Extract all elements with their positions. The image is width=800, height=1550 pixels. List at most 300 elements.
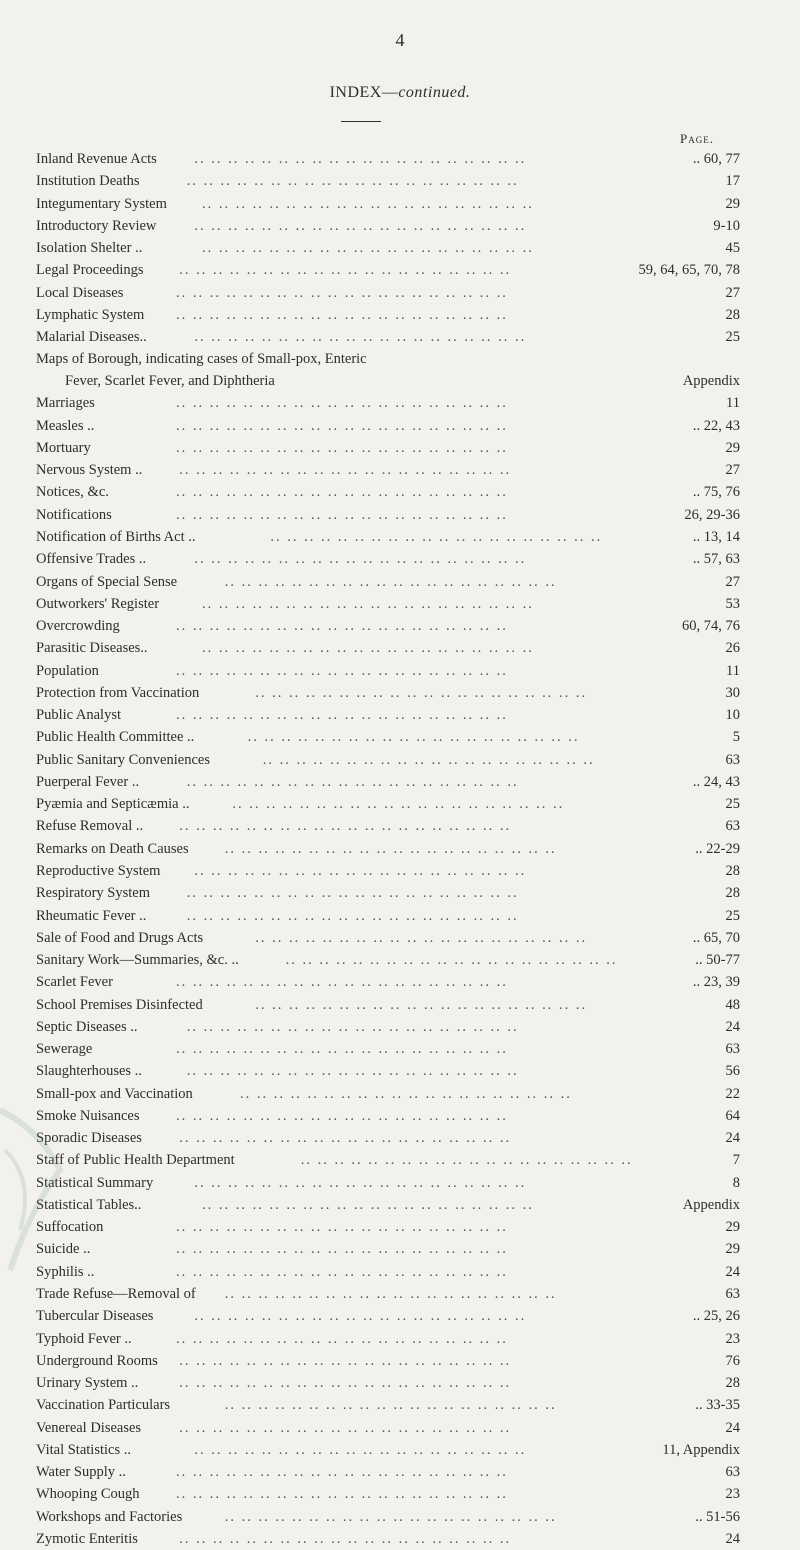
entry-label <box>36 304 144 326</box>
entry-page-ref: .. 75, 76 <box>692 484 740 501</box>
index-entry <box>36 882 748 904</box>
dot-leader: .. .. .. .. .. .. .. .. .. .. .. .. .. .. .. .. .. .. .. .. <box>202 240 534 257</box>
entry-page-ref: 23 <box>725 1486 740 1503</box>
entry-label-text: Staff of Public Health Department <box>36 1152 235 1169</box>
index-entry <box>36 793 748 815</box>
dot-leader: .. .. .. .. .. .. .. .. .. .. .. .. .. .. .. .. .. .. .. .. <box>179 262 512 279</box>
entry-page-ref: 24 <box>725 1018 740 1035</box>
entry-label-text: Marriages <box>36 395 95 412</box>
entry-label-text: Small-pox and Vaccination <box>36 1085 193 1102</box>
entry-label-text: Public Analyst <box>36 707 121 724</box>
index-entry <box>36 1083 748 1105</box>
dot-leader: .. .. .. .. .. .. .. .. .. .. .. .. .. .. .. .. .. .. .. .. <box>255 996 588 1013</box>
entry-label <box>36 481 109 503</box>
dot-leader: .. .. .. .. .. .. .. .. .. .. .. .. .. .. .. .. .. .. .. .. <box>179 1419 512 1436</box>
page-column-header: Page. <box>680 131 714 146</box>
title-divider <box>341 121 381 122</box>
entry-page-ref: 63 <box>725 1286 740 1303</box>
index-entry <box>36 1172 748 1194</box>
index-entry <box>36 815 748 837</box>
index-entry <box>36 905 748 927</box>
dot-leader: .. .. .. .. .. .. .. .. .. .. .. .. .. .. .. .. .. .. .. .. <box>194 151 527 167</box>
entry-label <box>36 1483 140 1505</box>
index-entry <box>36 1372 748 1394</box>
index-entry <box>36 481 748 503</box>
entry-label <box>36 1417 141 1439</box>
entry-label-text: Smoke Nuisances <box>36 1107 140 1124</box>
dot-leader: .. .. .. .. .. .. .. .. .. .. .. .. .. .. .. .. .. .. .. .. <box>176 1107 508 1124</box>
entry-label <box>36 415 94 437</box>
index-entry <box>36 282 748 304</box>
index-entry <box>36 749 748 771</box>
entry-page-ref: 11 <box>726 662 740 679</box>
index-entry <box>36 392 748 414</box>
dot-leader: .. .. .. .. .. .. .. .. .. .. .. .. .. .. .. .. .. .. .. .. <box>176 417 508 434</box>
dot-leader: .. .. .. .. .. .. .. .. .. .. .. .. .. .. .. .. .. .. .. .. <box>186 885 519 902</box>
dot-leader: .. .. .. .. .. .. .. .. .. .. .. .. .. .. .. .. .. .. .. .. <box>176 618 508 635</box>
index-entry <box>36 1127 748 1149</box>
dot-leader: .. .. .. .. .. .. .. .. .. .. .. .. .. .. .. .. .. .. .. .. <box>176 1241 508 1258</box>
dot-leader: .. .. .. .. .. .. .. .. .. .. .. .. .. .. .. .. .. .. .. .. <box>202 595 534 612</box>
entry-page-ref: 11 <box>726 395 740 412</box>
dot-leader: .. .. .. .. .. .. .. .. .. .. .. .. .. .. .. .. .. .. .. .. <box>176 506 508 523</box>
entry-page-ref: 64 <box>725 1107 740 1124</box>
entry-label <box>36 882 150 904</box>
entry-label-text: Public Health Committee .. <box>36 729 195 746</box>
entry-label-text: Remarks on Death Causes <box>36 840 189 857</box>
index-entry <box>36 571 748 593</box>
entry-page-ref: 27 <box>725 573 740 590</box>
entry-label <box>36 1528 138 1550</box>
entry-label <box>36 459 142 481</box>
dot-leader: .. .. .. .. .. .. .. .. .. .. .. .. .. .. .. .. .. .. .. .. <box>224 1286 557 1303</box>
entry-page-ref: 28 <box>725 862 740 879</box>
index-entry <box>36 1149 748 1171</box>
index-entry <box>36 437 748 459</box>
entry-page-ref: 22 <box>725 1085 740 1102</box>
entry-label-text: Underground Rooms <box>36 1352 158 1369</box>
entry-page-ref: .. 57, 63 <box>692 551 740 568</box>
dot-leader: .. .. .. .. .. .. .. .. .. .. .. .. .. .. .. .. .. .. .. .. <box>255 684 588 701</box>
entry-label-text: Zymotic Enteritis <box>36 1530 138 1547</box>
dot-leader: .. .. .. .. .. .. .. .. .. .. .. .. .. .. .. .. .. .. .. .. <box>194 1174 527 1191</box>
entry-page-ref: 63 <box>725 818 740 835</box>
index-entry <box>36 1016 748 1038</box>
entry-label-text: Slaughterhouses .. <box>36 1063 142 1080</box>
entry-label-text: Outworkers' Register <box>36 595 160 612</box>
entry-label-continuation: Fever, Scarlet Fever, and Diphtheria <box>65 373 275 390</box>
dot-leader: .. .. .. .. .. .. .. .. .. .. .. .. .. .. .. .. .. .. .. .. <box>176 439 508 456</box>
dot-leader: .. .. .. .. .. .. .. .. .. .. .. .. .. .. .. .. .. .. .. .. <box>176 974 508 991</box>
index-title-main: INDEX— <box>329 84 399 101</box>
dot-leader: .. .. .. .. .. .. .. .. .. .. .. .. .. .. .. .. .. .. .. .. <box>202 195 534 212</box>
dot-leader: .. .. .. .. .. .. .. .. .. .. .. .. .. .. .. .. .. .. .. .. <box>224 1397 557 1414</box>
entry-label-text: Water Supply .. <box>36 1464 126 1481</box>
dot-leader: .. .. .. .. .. .. .. .. .. .. .. .. .. .. .. .. .. .. .. .. <box>255 929 588 946</box>
entry-page-ref: 27 <box>725 462 740 479</box>
entry-label-text: Notices, &c. <box>36 484 109 501</box>
entry-label-text: Overcrowding <box>36 618 120 635</box>
entry-label <box>36 1506 182 1528</box>
entry-page-ref: 63 <box>725 1041 740 1058</box>
dot-leader: .. .. .. .. .. .. .. .. .. .. .. .. .. .. .. .. .. .. .. .. <box>176 284 508 301</box>
index-entry <box>36 1105 748 1127</box>
index-entry <box>36 526 748 548</box>
entry-label <box>36 905 146 927</box>
entry-label-text: Nervous System .. <box>36 462 143 479</box>
index-entry <box>36 259 748 281</box>
index-entry <box>36 1417 748 1439</box>
entry-label-text: Malarial Diseases.. <box>36 329 147 346</box>
index-entry <box>36 1283 748 1305</box>
entry-label-text: Sporadic Diseases <box>36 1130 142 1147</box>
entry-label <box>36 793 189 815</box>
entry-label <box>36 660 99 682</box>
index-entry <box>36 326 748 348</box>
index-entry <box>36 927 748 949</box>
entry-label-text: Organs of Special Sense <box>36 573 178 590</box>
entry-page-ref: 29 <box>725 1241 740 1258</box>
entry-page-ref: Appendix <box>682 1196 740 1213</box>
entry-label <box>36 1060 142 1082</box>
entry-page-ref: 29 <box>725 439 740 456</box>
entry-page-ref: 25 <box>725 329 740 346</box>
entry-label <box>36 927 203 949</box>
entry-page-ref: 11, Appendix <box>662 1441 740 1458</box>
entry-label <box>36 949 239 971</box>
entry-page-ref: .. 22-29 <box>695 840 740 857</box>
entry-label <box>36 237 142 259</box>
index-entry <box>36 994 748 1016</box>
entry-label <box>36 838 189 860</box>
dot-leader: .. .. .. .. .. .. .. .. .. .. .. .. .. .. .. .. .. .. .. .. <box>179 818 512 835</box>
index-entry <box>36 593 748 615</box>
index-entry <box>36 1060 748 1082</box>
entry-label-text: Introductory Review <box>36 217 157 234</box>
dot-leader: .. .. .. .. .. .. .. .. .. .. .. .. .. .. .. .. .. .. .. .. <box>186 773 519 790</box>
entry-page-ref: 48 <box>725 996 740 1013</box>
dot-leader: .. .. .. .. .. .. .. .. .. .. .. .. .. .. .. .. .. .. .. .. <box>186 1018 519 1035</box>
entry-label <box>36 726 194 748</box>
entry-label-text: Legal Proceedings <box>36 262 144 279</box>
entry-label-text: Isolation Shelter .. <box>36 240 143 257</box>
entry-label-text: Lymphatic System <box>36 306 145 323</box>
entry-label-text: Parasitic Diseases.. <box>36 640 148 657</box>
entry-label <box>36 682 199 704</box>
index-entry <box>36 1328 748 1350</box>
entry-label <box>36 815 143 837</box>
entry-page-ref: .. 13, 14 <box>692 528 740 545</box>
entry-label-text: Puerperal Fever .. <box>36 773 140 790</box>
entry-label <box>36 571 177 593</box>
dot-leader: .. .. .. .. .. .. .. .. .. .. .. .. .. .. .. .. .. .. .. .. <box>247 729 580 746</box>
entry-label-text: Workshops and Factories <box>36 1508 183 1525</box>
entry-page-ref: .. 65, 70 <box>692 929 740 946</box>
entry-page-ref: 63 <box>725 1464 740 1481</box>
index-entry <box>36 170 748 192</box>
dot-leader: .. .. .. .. .. .. .. .. .. .. .. .. .. .. .. .. .. .. .. .. <box>202 640 534 657</box>
entry-label <box>36 704 121 726</box>
index-entry <box>36 704 748 726</box>
dot-leader: .. .. .. .. .. .. .. .. .. .. .. .. .. .. .. .. .. .. .. .. <box>194 551 527 568</box>
entry-page-ref: .. 33-35 <box>695 1397 740 1414</box>
dot-leader: .. .. .. .. .. .. .. .. .. .. .. .. .. .. .. .. .. .. .. .. <box>262 751 595 768</box>
dot-leader: .. .. .. .. .. .. .. .. .. .. .. .. .. .. .. .. .. .. .. .. <box>186 907 519 924</box>
dot-leader: .. .. .. .. .. .. .. .. .. .. .. .. .. .. .. .. .. .. .. .. <box>176 707 508 724</box>
dot-leader: .. .. .. .. .. .. .. .. .. .. .. .. .. .. .. .. .. .. .. .. <box>224 840 557 857</box>
dot-leader: .. .. .. .. .. .. .. .. .. .. .. .. .. .. .. .. .. .. .. .. <box>176 1263 508 1280</box>
entry-page-ref: 29 <box>725 1219 740 1236</box>
dot-leader: .. .. .. .. .. .. .. .. .. .. .. .. .. .. .. .. .. .. .. .. <box>300 1152 633 1169</box>
entry-page-ref: .. 24, 43 <box>692 773 740 790</box>
entry-page-ref: 17 <box>725 173 740 190</box>
entry-label-text: Suffocation <box>36 1219 104 1236</box>
index-entry <box>36 1528 748 1550</box>
dot-leader: .. .. .. .. .. .. .. .. .. .. .. .. .. .. .. .. .. .. .. .. <box>194 1308 527 1325</box>
entry-label-text: Local Diseases <box>36 284 124 301</box>
dot-leader: .. .. .. .. .. .. .. .. .. .. .. .. .. .. .. .. .. .. .. .. <box>176 395 508 412</box>
dot-leader: .. .. .. .. .. .. .. .. .. .. .. .. .. .. .. .. .. .. .. .. <box>285 952 618 969</box>
entry-label <box>36 637 148 659</box>
entry-label-text: Mortuary <box>36 439 91 456</box>
entry-page-ref: 9-10 <box>713 217 740 234</box>
entry-label <box>36 1350 158 1372</box>
entry-label <box>36 1305 153 1327</box>
index-entry <box>36 682 748 704</box>
dot-leader: .. .. .. .. .. .. .. .. .. .. .. .. .. .. .. .. .. .. .. .. <box>176 662 508 679</box>
entry-label-text: Maps of Borough, indicating cases of Small-pox, Enteric <box>36 351 367 368</box>
index-entry <box>36 415 748 437</box>
entry-label <box>36 392 95 414</box>
entry-label <box>36 860 160 882</box>
entry-page-ref: 60, 74, 76 <box>682 618 740 635</box>
entry-page-ref: 24 <box>725 1263 740 1280</box>
entry-label-text: Measles .. <box>36 417 95 434</box>
entry-page-ref: 76 <box>725 1352 740 1369</box>
entry-page-ref: .. 23, 39 <box>692 974 740 991</box>
index-entry <box>36 548 748 570</box>
index-entry <box>36 1483 748 1505</box>
index-entry <box>36 726 748 748</box>
entry-label <box>36 1328 132 1350</box>
dot-leader: .. .. .. .. .. .. .. .. .. .. .. .. .. .. .. .. .. .. .. .. <box>176 1219 508 1236</box>
entry-label <box>36 1394 170 1416</box>
entry-label <box>36 326 147 348</box>
entry-label-text: Urinary System .. <box>36 1375 139 1392</box>
dot-leader: .. .. .. .. .. .. .. .. .. .. .. .. .. .. .. .. .. .. .. .. <box>179 1130 512 1147</box>
entry-label <box>36 437 91 459</box>
dot-leader: .. .. .. .. .. .. .. .. .. .. .. .. .. .. .. .. .. .. .. .. <box>194 1441 527 1458</box>
entry-page-ref: 24 <box>725 1530 740 1547</box>
index-entry <box>36 1461 748 1483</box>
index-entry <box>36 1305 748 1327</box>
entry-page-ref: .. 25, 26 <box>692 1308 740 1325</box>
index-entry <box>36 237 748 259</box>
entry-label <box>36 193 167 215</box>
index-title-continued: continued. <box>398 84 471 101</box>
entry-label-text: Statistical Summary <box>36 1174 154 1191</box>
entry-page-ref: 26, 29-36 <box>684 506 740 523</box>
index-title <box>0 84 800 102</box>
index-entries-list <box>36 148 748 1550</box>
dot-leader: .. .. .. .. .. .. .. .. .. .. .. .. .. .. .. .. .. .. .. .. <box>270 528 603 545</box>
entry-label <box>36 1016 137 1038</box>
dot-leader: .. .. .. .. .. .. .. .. .. .. .. .. .. .. .. .. .. .. .. .. <box>179 1352 512 1369</box>
entry-label <box>36 1372 138 1394</box>
entry-label-text: Offensive Trades .. <box>36 551 147 568</box>
dot-leader: .. .. .. .. .. .. .. .. .. .. .. .. .. .. .. .. .. .. .. .. <box>186 173 519 190</box>
entry-page-ref: 24 <box>725 1130 740 1147</box>
entry-label-text: Sewerage <box>36 1041 93 1058</box>
entry-page-ref: .. 60, 77 <box>692 151 740 167</box>
page-number: 4 <box>395 30 405 50</box>
entry-page-ref: Appendix <box>682 373 740 390</box>
index-entry <box>36 838 748 860</box>
dot-leader: .. .. .. .. .. .. .. .. .. .. .. .. .. .. .. .. .. .. .. .. <box>224 573 557 590</box>
entry-label-text: Sanitary Work—Summaries, &c. .. <box>36 952 239 969</box>
entry-page-ref: 25 <box>725 907 740 924</box>
entry-page-ref: 24 <box>725 1419 740 1436</box>
dot-leader: .. .. .. .. .. .. .. .. .. .. .. .. .. .. .. .. .. .. .. .. <box>176 1486 508 1503</box>
entry-page-ref: 56 <box>725 1063 740 1080</box>
entry-label <box>36 259 144 281</box>
dot-leader: .. .. .. .. .. .. .. .. .. .. .. .. .. .. .. .. .. .. .. .. <box>179 1530 512 1547</box>
index-entry <box>36 637 748 659</box>
dot-leader: .. .. .. .. .. .. .. .. .. .. .. .. .. .. .. .. .. .. .. .. <box>176 1330 508 1347</box>
index-entry <box>36 193 748 215</box>
entry-label <box>36 1439 131 1461</box>
index-entry <box>36 148 748 170</box>
index-entry <box>36 615 748 637</box>
index-entry <box>36 1194 748 1216</box>
entry-label-text: Public Sanitary Conveniences <box>36 751 210 768</box>
dot-leader: .. .. .. .. .. .. .. .. .. .. .. .. .. .. .. .. .. .. .. .. <box>176 306 508 323</box>
entry-page-ref: 63 <box>725 751 740 768</box>
index-entry <box>36 304 748 326</box>
entry-label <box>36 504 112 526</box>
entry-label <box>36 1038 92 1060</box>
index-entry <box>36 504 748 526</box>
entry-label-text: Typhoid Fever .. <box>36 1330 132 1347</box>
entry-page-ref: 8 <box>732 1174 740 1191</box>
entry-label-text: Suicide .. <box>36 1241 91 1258</box>
index-entry <box>36 459 748 481</box>
entry-page-ref: 59, 64, 65, 70, 78 <box>638 262 740 279</box>
entry-label-text: Sale of Food and Drugs Acts <box>36 929 204 946</box>
index-entry <box>36 660 748 682</box>
entry-label-text: Integumentary System <box>36 195 167 212</box>
entry-label-text: Respiratory System <box>36 885 150 902</box>
entry-label-text: Syphilis .. <box>36 1263 95 1280</box>
entry-page-ref: 27 <box>725 284 740 301</box>
entry-page-ref: 30 <box>725 684 740 701</box>
entry-label <box>36 994 203 1016</box>
entry-label-text: Protection from Vaccination <box>36 684 200 701</box>
dot-leader: .. .. .. .. .. .. .. .. .. .. .. .. .. .. .. .. .. .. .. .. <box>202 1196 534 1213</box>
entry-label-text: School Premises Disinfected <box>36 996 203 1013</box>
entry-page-ref: 28 <box>725 1375 740 1392</box>
entry-label <box>36 971 113 993</box>
index-entry <box>36 1439 748 1461</box>
entry-label <box>36 526 195 548</box>
entry-label-text: Notifications <box>36 506 112 523</box>
entry-page-ref: 10 <box>725 707 740 724</box>
index-entry <box>36 1038 748 1060</box>
dot-leader: .. .. .. .. .. .. .. .. .. .. .. .. .. .. .. .. .. .. .. .. <box>194 862 527 879</box>
dot-leader: .. .. .. .. .. .. .. .. .. .. .. .. .. .. .. .. .. .. .. .. <box>179 1375 512 1392</box>
entry-label-text: Tubercular Diseases <box>36 1308 154 1325</box>
dot-leader: .. .. .. .. .. .. .. .. .. .. .. .. .. .. .. .. .. .. .. .. <box>176 1464 508 1481</box>
entry-page-ref: 25 <box>725 796 740 813</box>
entry-label-text: Notification of Births Act .. <box>36 528 196 545</box>
entry-label-text: Rheumatic Fever .. <box>36 907 147 924</box>
entry-label-text: Scarlet Fever <box>36 974 113 991</box>
entry-label-text: Vaccination Particulars <box>36 1397 171 1414</box>
index-entry <box>36 860 748 882</box>
dot-leader: .. .. .. .. .. .. .. .. .. .. .. .. .. .. .. .. .. .. .. .. <box>176 1041 508 1058</box>
entry-label <box>36 148 157 170</box>
index-entry <box>36 771 748 793</box>
entry-label <box>36 593 159 615</box>
entry-label-text: Trade Refuse—Removal of <box>36 1286 196 1303</box>
dot-leader: .. .. .. .. .. .. .. .. .. .. .. .. .. .. .. .. .. .. .. .. <box>194 217 527 234</box>
entry-label-text: Whooping Cough <box>36 1486 140 1503</box>
entry-label <box>36 615 120 637</box>
index-entry <box>36 1394 748 1416</box>
entry-label-text: Refuse Removal .. <box>36 818 144 835</box>
entry-page-ref: 29 <box>725 195 740 212</box>
dot-leader: .. .. .. .. .. .. .. .. .. .. .. .. .. .. .. .. .. .. .. .. <box>194 329 527 346</box>
entry-page-ref: 7 <box>732 1152 740 1169</box>
dot-leader: .. .. .. .. .. .. .. .. .. .. .. .. .. .. .. .. .. .. .. .. <box>232 796 565 813</box>
index-entry <box>36 1506 748 1528</box>
faded-stamp-mark <box>0 1090 80 1290</box>
entry-label <box>36 170 140 192</box>
index-entry <box>36 1216 748 1238</box>
entry-label <box>36 215 156 237</box>
entry-label-text: Population <box>36 662 99 679</box>
entry-page-ref: 28 <box>725 885 740 902</box>
entry-label <box>36 282 123 304</box>
entry-label-text: Venereal Diseases <box>36 1419 142 1436</box>
index-entry <box>36 949 748 971</box>
entry-label-text: Reproductive System <box>36 862 161 879</box>
entry-label-text: Septic Diseases .. <box>36 1018 138 1035</box>
entry-page-ref: .. 50-77 <box>695 952 740 969</box>
index-entry <box>36 1238 748 1260</box>
index-entry <box>36 1350 748 1372</box>
index-entry <box>36 971 748 993</box>
entry-label <box>36 771 139 793</box>
entry-label-text: Statistical Tables.. <box>36 1196 142 1213</box>
entry-page-ref: .. 51-56 <box>695 1508 740 1525</box>
entry-page-ref: .. 22, 43 <box>692 417 740 434</box>
entry-page-ref: 5 <box>732 729 740 746</box>
dot-leader: .. .. .. .. .. .. .. .. .. .. .. .. .. .. .. .. .. .. .. .. <box>240 1085 572 1102</box>
dot-leader: .. .. .. .. .. .. .. .. .. .. .. .. .. .. .. .. .. .. .. .. <box>176 484 508 501</box>
entry-label-text: Institution Deaths <box>36 173 140 190</box>
entry-label-text: Vital Statistics .. <box>36 1441 131 1458</box>
index-entry <box>36 215 748 237</box>
index-entry <box>36 1261 748 1283</box>
entry-label <box>36 548 146 570</box>
entry-label <box>36 348 367 392</box>
entry-page-ref: 23 <box>725 1330 740 1347</box>
entry-label <box>36 749 210 771</box>
entry-label-text: Inland Revenue Acts <box>36 151 157 167</box>
entry-label <box>36 1461 126 1483</box>
index-entry <box>36 348 748 392</box>
